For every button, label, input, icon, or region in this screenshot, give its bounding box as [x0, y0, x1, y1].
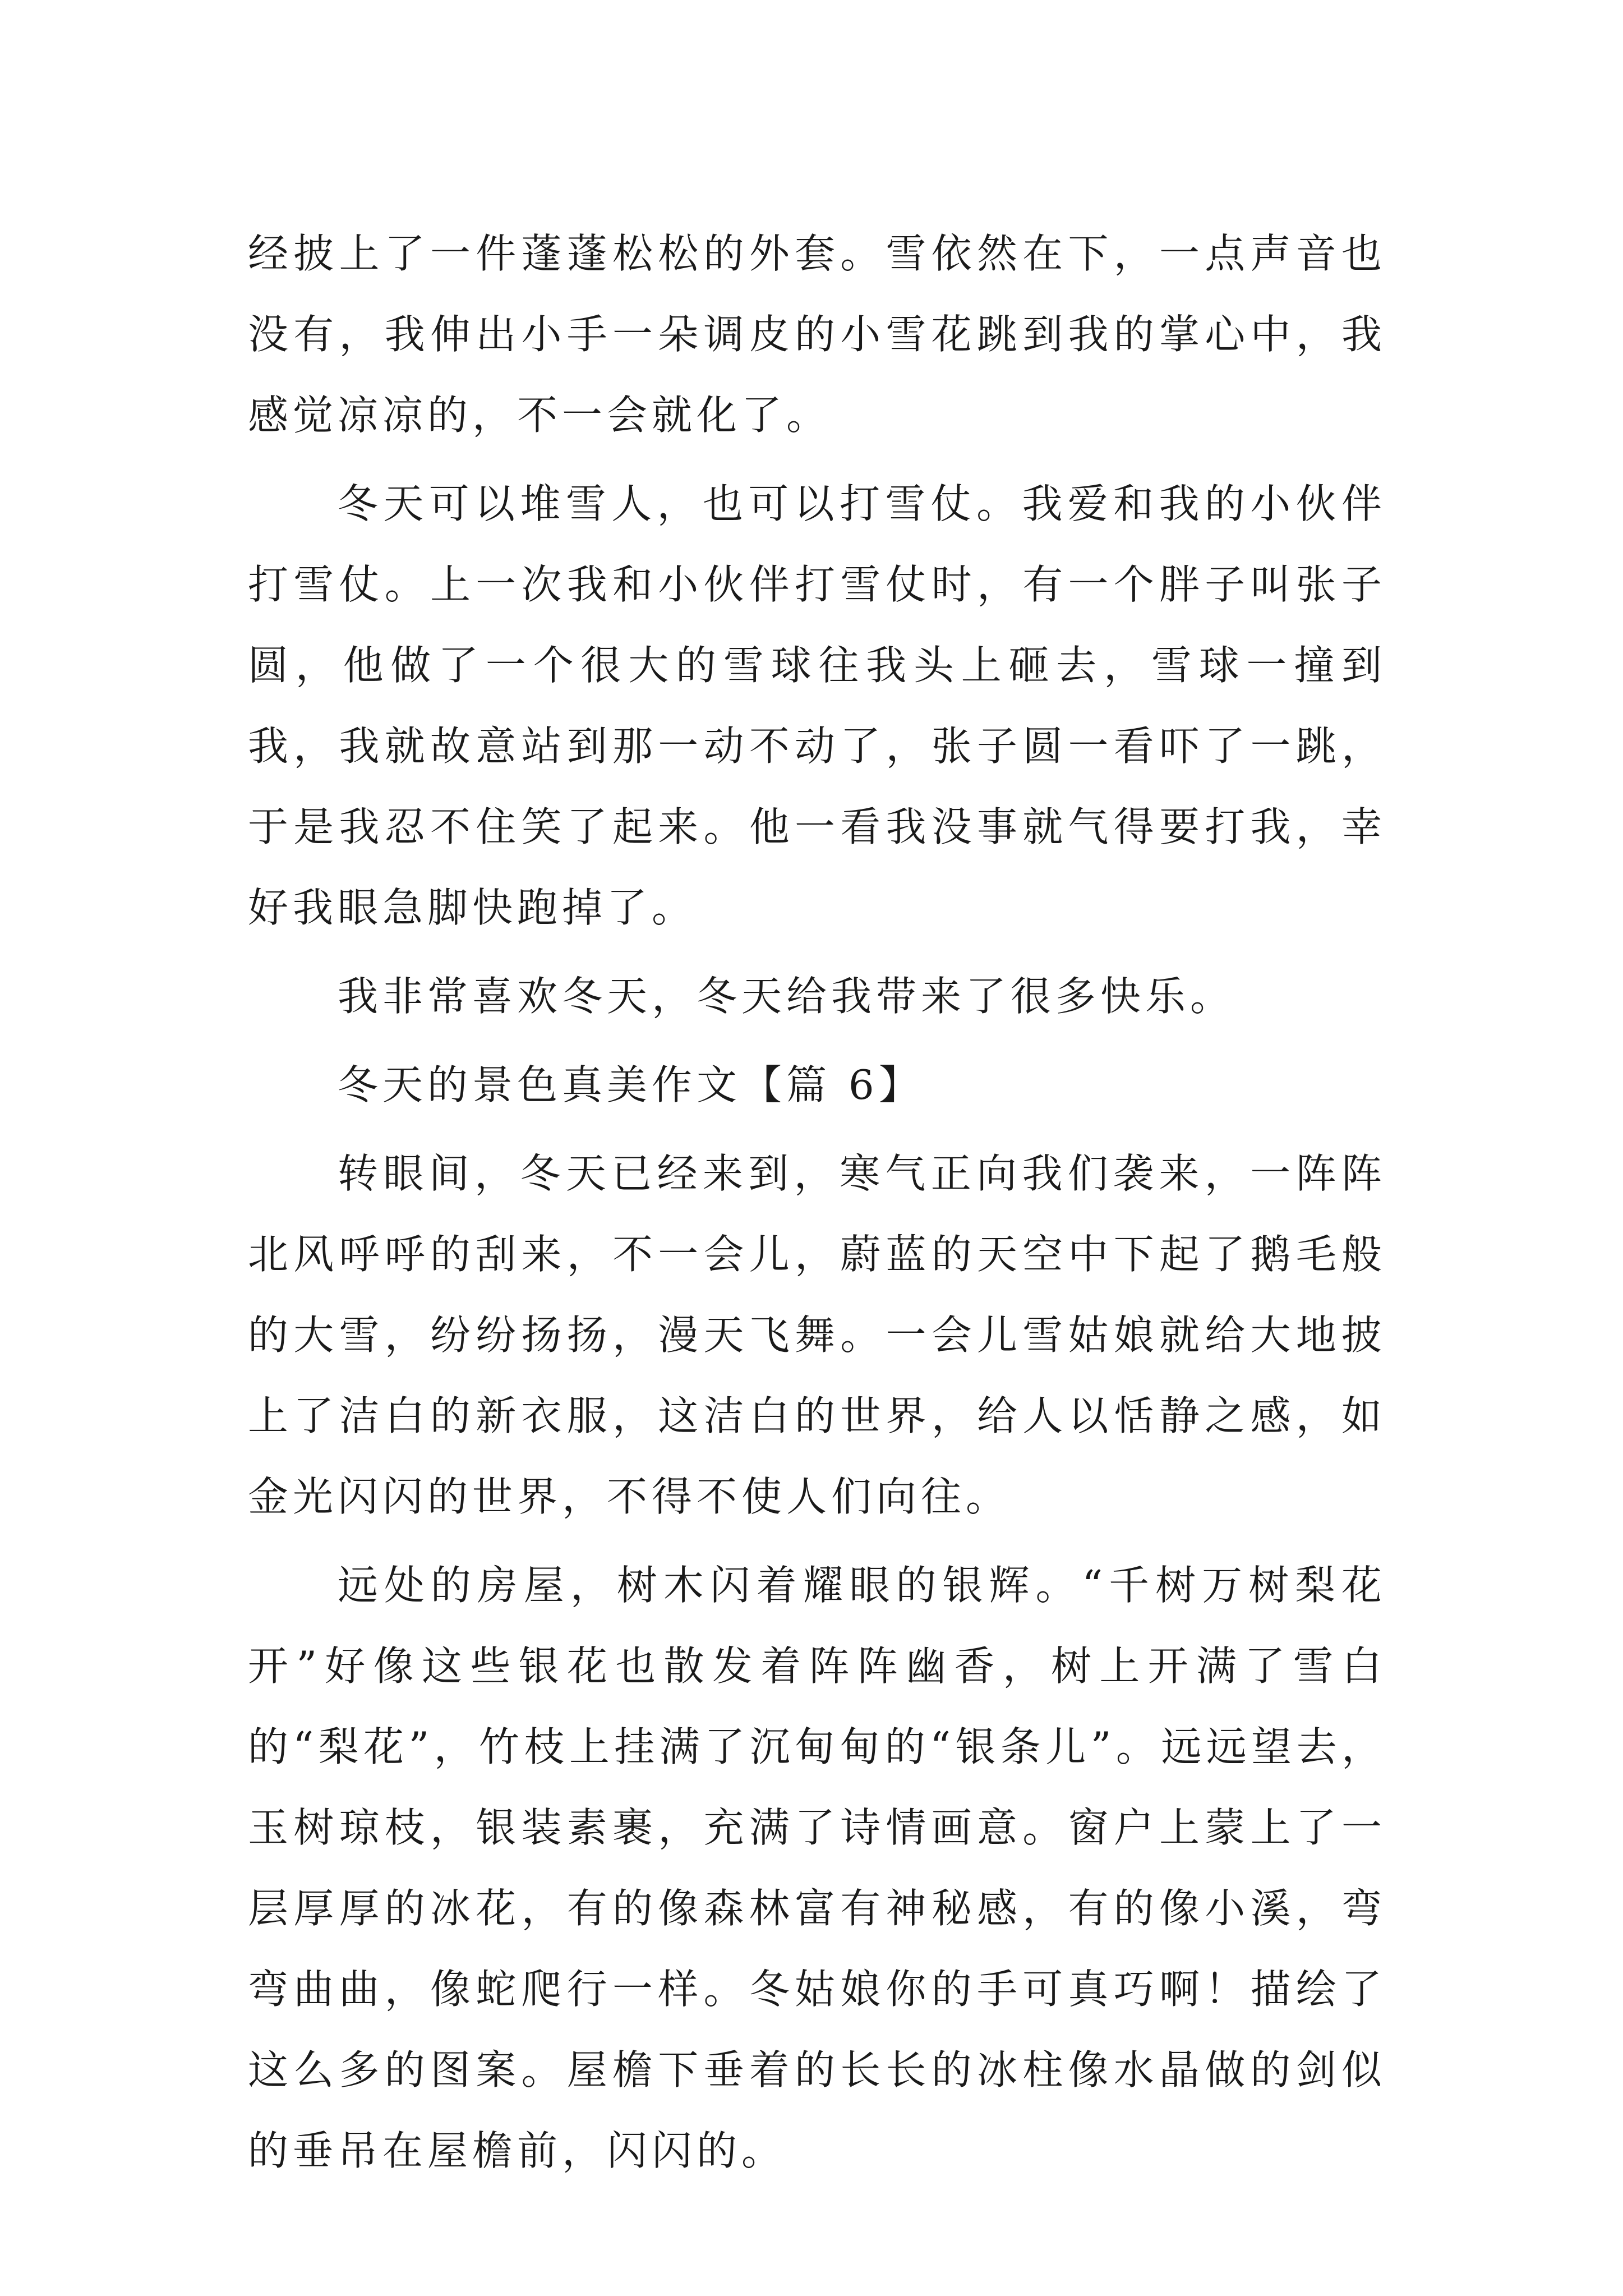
paragraph-continuation: 经披上了一件蓬蓬松松的外套。雪依然在下，一点声音也没有，我伸出小手一朵调皮的小雪花跳到我的掌心中，我感觉凉凉的，不一会就化了。	[248, 230, 1386, 439]
paragraph-silver-scenery: 远处的房屋，树木闪着耀眼的银辉。“千树万树梨花开”好像这些银花也散发着阵阵幽香，树上开满了雪白的“梨花”，竹枝上挂满了沉甸甸的“银条儿”。远远望去，玉树琼枝，银装素裹，充满了诗情画意。窗户上蒙上了一层厚厚的冰花，有的像森林富有神秘感，有的像小溪，弯弯曲曲，像蛇爬行一样。冬姑娘你的手可真巧啊！描绘了这么多的图案。屋檐下垂着的长长的冰柱像水晶做的剑似的垂吊在屋檐前，闪闪的。	[248, 1562, 1386, 2174]
paragraph-winter-arrives: 转眼间，冬天已经来到，寒气正向我们袭来，一阵阵北风呼呼的刮来，不一会儿，蔚蓝的天空中下起了鹅毛般的大雪，纷纷扬扬，漫天飞舞。一会儿雪姑娘就给大地披上了洁白的新衣服，这洁白的世界，给人以恬静之感，如金光闪闪的世界，不得不使人们向往。	[248, 1150, 1386, 1520]
paragraph-snowball-fight: 冬天可以堆雪人，也可以打雪仗。我爱和我的小伙伴打雪仗。上一次我和小伙伴打雪仗时，有一个胖子叫张子圆，他做了一个很大的雪球往我头上砸去，雪球一撞到我，我就故意站到那一动不动了，张子圆一看吓了一跳，于是我忍不住笑了起来。他一看我没事就气得要打我，幸好我眼急脚快跑掉了。	[248, 480, 1386, 931]
paragraph-winter-joy: 我非常喜欢冬天，冬天给我带来了很多快乐。	[338, 973, 1235, 1020]
section-heading: 冬天的景色真美作文【篇 6】	[338, 1061, 924, 1108]
document-body	[248, 213, 1386, 2199]
